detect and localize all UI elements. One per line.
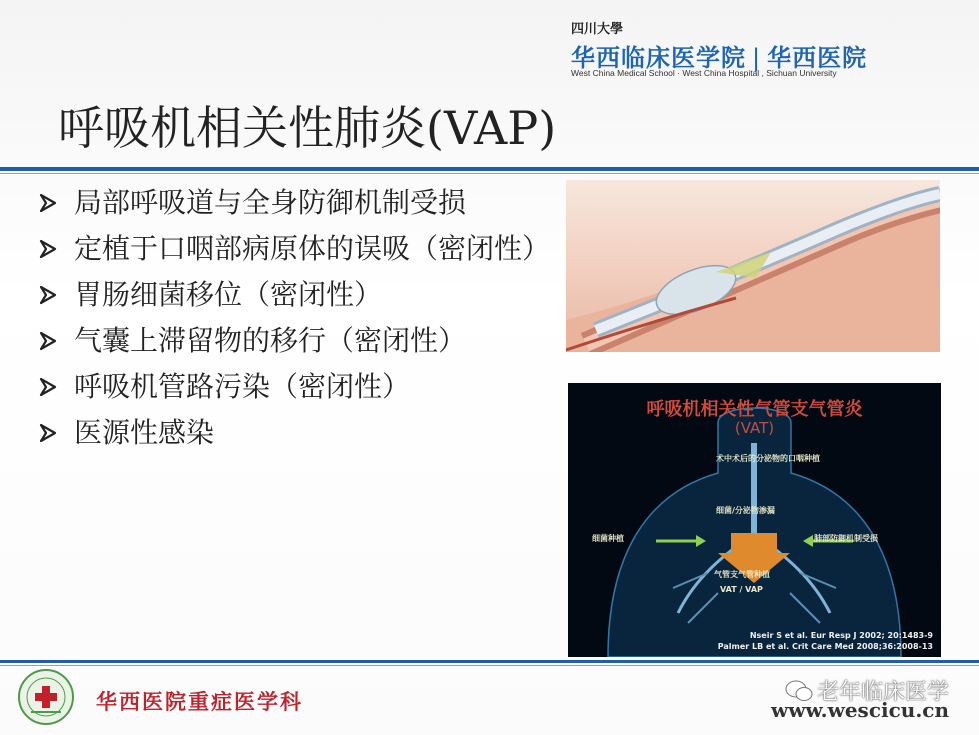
vat-label-tracheobronchial: 气管支气管种植 — [714, 570, 770, 579]
vat-subtitle: (VAT) — [734, 419, 775, 437]
bullet-item — [38, 414, 548, 452]
footer-divider-thin — [0, 665, 979, 666]
vat-label-defense: 肺部防御机制受损 — [814, 534, 878, 543]
vat-label-aspiration: 术中术后的分泌物的口咽种植 — [716, 454, 820, 463]
bullet-text: 气囊上滞留物的移行（密闭性） — [74, 324, 467, 357]
arrow-right-icon — [38, 276, 60, 314]
arrow-right-icon — [38, 414, 60, 452]
school-name: 华西临床医学院 — [571, 44, 746, 72]
hospital-name: 华西医院 — [767, 44, 868, 72]
vat-citation-1: Nseir S et al. Eur Resp J 2002; 20:1483-9 — [749, 631, 933, 640]
bullet-list — [38, 184, 551, 460]
bullet-text: 呼吸机管路污染（密闭性） — [74, 370, 411, 403]
bullet-item — [38, 184, 548, 222]
arrow-right-icon — [38, 230, 60, 268]
arrow-right-icon — [38, 184, 60, 222]
bullet-text: 胃肠细菌移位（密闭性） — [74, 278, 383, 311]
logo-separator: | — [752, 44, 762, 72]
footer-divider — [0, 660, 979, 663]
title-divider — [0, 167, 979, 171]
title-divider-thin — [0, 173, 979, 174]
institution-subtitle: West China Medical School · West China Hospital , Sichuan University — [571, 68, 837, 78]
slide-title: 呼吸机相关性肺炎(VAP) — [58, 101, 557, 155]
department-name: 华西医院重症医学科 — [96, 689, 303, 714]
bullet-item — [38, 322, 548, 360]
bullet-item — [38, 368, 548, 406]
vat-label-bacteria-secretion: 细菌/分泌物渗漏 — [716, 506, 775, 515]
bullet-text: 定植于口咽部病原体的误吸（密闭性） — [74, 232, 551, 265]
arrow-right-icon — [38, 368, 60, 406]
university-name: 四川大學 — [571, 22, 624, 37]
vat-label-colonization: 细菌种植 — [592, 534, 624, 543]
watermark-text: 老年临床医学 — [816, 680, 949, 705]
footer-url: www.wescicu.cn — [771, 698, 949, 722]
bullet-item — [38, 230, 551, 268]
arrow-right-icon — [38, 322, 60, 360]
hospital-emblem-icon — [17, 668, 75, 726]
endotracheal-tube-illustration — [566, 180, 940, 352]
vat-label-outcome: VAT / VAP — [720, 585, 763, 594]
vat-diagram — [568, 383, 941, 657]
vat-citation-2: Palmer LB et al. Crit Care Med 2008;36:2008-13 — [717, 642, 933, 651]
bullet-text: 医源性感染 — [74, 416, 215, 449]
vat-title: 呼吸机相关性气管支气管炎 — [646, 399, 863, 420]
bullet-item — [38, 276, 548, 314]
bullet-text: 局部呼吸道与全身防御机制受损 — [74, 186, 467, 219]
